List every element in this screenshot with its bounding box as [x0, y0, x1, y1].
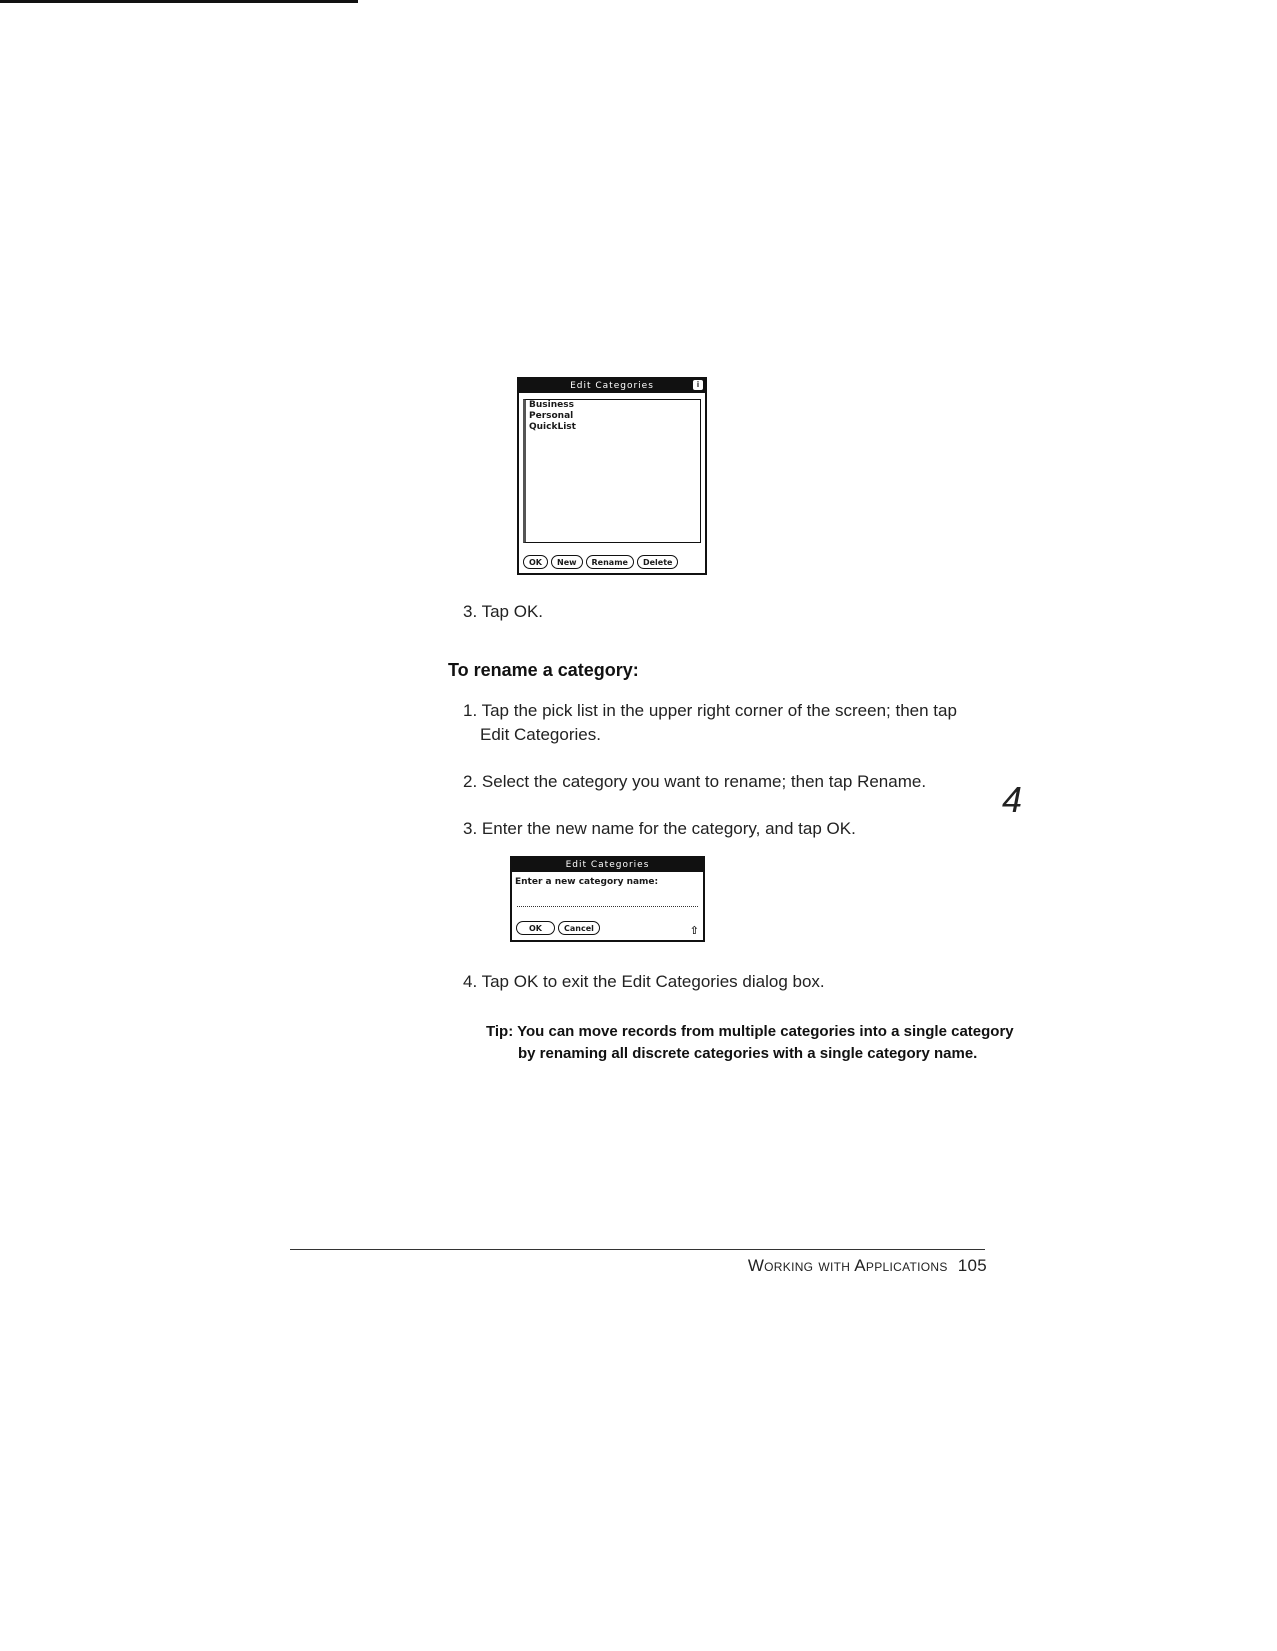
dialog-title: Edit Categories [512, 858, 703, 872]
list-item[interactable]: QuickList [529, 422, 576, 432]
delete-button[interactable]: Delete [637, 555, 678, 569]
step-3: 3. Enter the new name for the category, and tap OK. [463, 819, 856, 838]
rename-button[interactable]: Rename [586, 555, 634, 569]
cancel-button[interactable]: Cancel [558, 921, 600, 935]
rename-category-dialog [510, 856, 705, 942]
info-icon[interactable]: i [693, 380, 703, 390]
tip-line-1: Tip: You can move records from multiple categories into a single category [486, 1023, 1014, 1040]
step-2: 2. Select the category you want to rename; then tap Rename. [463, 772, 927, 791]
ok-button[interactable]: OK [516, 921, 555, 935]
dialog-button-row [523, 555, 678, 569]
chapter-number: 4 [1002, 779, 1023, 820]
list-item[interactable]: Personal [529, 411, 574, 421]
step-1-line-2: Edit Categories. [480, 725, 601, 744]
dialog-title: Edit Categories [519, 379, 705, 393]
new-name-prompt: Enter a new category name: [515, 877, 659, 887]
top-edge-rule [0, 0, 358, 3]
section-heading: To rename a category: [448, 660, 639, 680]
shift-indicator-icon: ⇧ [689, 925, 699, 937]
step-1-line-1: 1. Tap the pick list in the upper right corner of the screen; then tap [463, 701, 957, 720]
footer-section-title: Working with Applications [747, 1256, 948, 1275]
new-button[interactable]: New [551, 555, 583, 569]
edit-categories-dialog [517, 377, 707, 575]
list-item[interactable]: Business [529, 400, 574, 410]
footer-rule [290, 1249, 985, 1250]
step-4: 4. Tap OK to exit the Edit Categories dialog box. [463, 972, 825, 991]
ok-button[interactable]: OK [523, 555, 548, 569]
dialog-button-row [516, 921, 600, 935]
step-tap-ok: 3. Tap OK. [463, 602, 544, 621]
category-list[interactable] [523, 399, 701, 543]
page-number: 105 [957, 1256, 987, 1275]
category-name-input[interactable] [517, 905, 698, 907]
page-footer [748, 1256, 987, 1276]
tip-line-2: by renaming all discrete categories with a single category name. [518, 1045, 978, 1062]
